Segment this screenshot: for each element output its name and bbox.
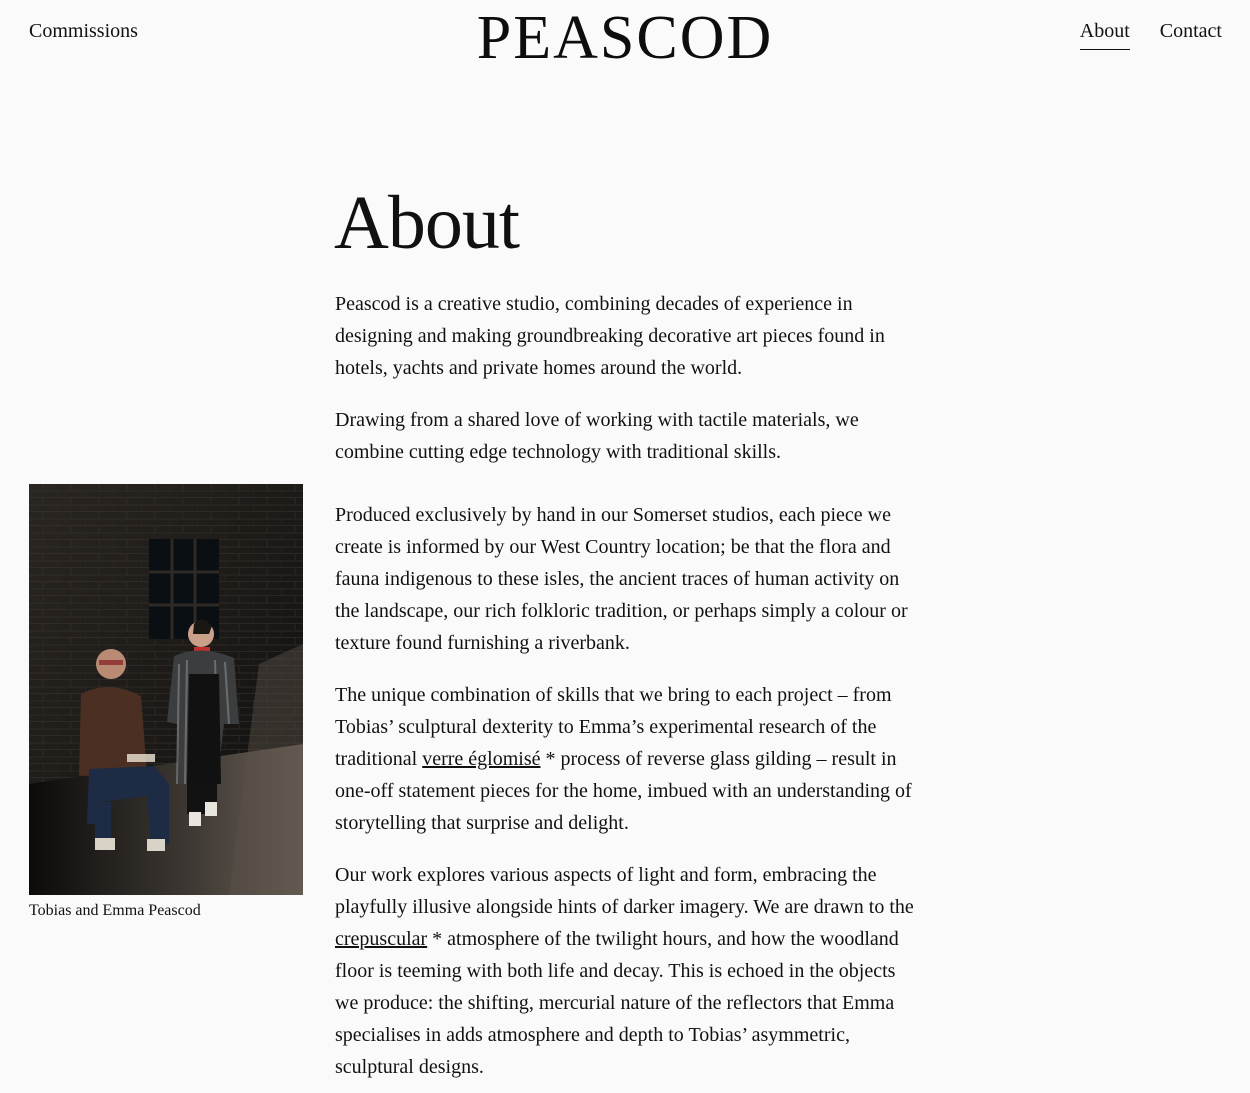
- verre-eglomise-link[interactable]: verre églomisé: [422, 748, 541, 770]
- nav-contact-link[interactable]: Contact: [1159, 20, 1222, 42]
- paragraph-skills-text-b: * process of reverse glass gilding – result in one-off statement pieces for the home, imbued with an understanding of storytelling that surprise and delight.: [335, 748, 912, 834]
- paragraph-light-text-a: Our work explores various aspects of light and form, embracing the playfully illusive alongside hints of darker imagery. We are drawn to the: [335, 864, 914, 918]
- paragraph-intro: Peascod is a creative studio, combining decades of experience in designing and making groundbreaking decorative art pieces found in hotels, yachts and private homes around the world.: [335, 293, 885, 379]
- paragraph-materials: Drawing from a shared love of working with tactile materials, we combine cutting edge technology with traditional skills.: [335, 409, 859, 463]
- primary-nav: [1080, 20, 1222, 50]
- nav-about-link[interactable]: About: [1080, 20, 1130, 50]
- about-content: [335, 288, 920, 1093]
- crepuscular-link[interactable]: crepuscular: [335, 928, 428, 950]
- paragraph-studios: Produced exclusively by hand in our Somerset studios, each piece we create is informed by our West Country location; be that the flora and fauna indigenous to these isles, the ancient traces of human activity on the landscape, our rich folkloric tradition, or perhaps simply a colour or texture found furnishing a riverbank.: [335, 504, 908, 654]
- paragraph-skills: [335, 679, 920, 839]
- founders-photo: [29, 484, 303, 895]
- page-title: About: [334, 181, 519, 265]
- paragraph-light-text-b: * atmosphere of the twilight hours, and how the woodland floor is teeming with both life and decay. This is echoed in the objects we produce: the shifting, mercurial nature of the reflectors that Emma specialises in adds atmosphere and depth to Tobias’ asymmetric, sculptural designs.: [335, 928, 899, 1078]
- nav-commissions-link[interactable]: Commissions: [29, 20, 138, 42]
- paragraph-light-form: [335, 859, 920, 1083]
- photo-caption: Tobias and Emma Peascod: [29, 902, 201, 919]
- paragraph-skills-text-a: The unique combination of skills that we bring to each project – from Tobias’ sculptural dexterity to Emma’s experimental research of the traditional: [335, 684, 892, 770]
- site-logo[interactable]: PEASCOD: [476, 4, 774, 72]
